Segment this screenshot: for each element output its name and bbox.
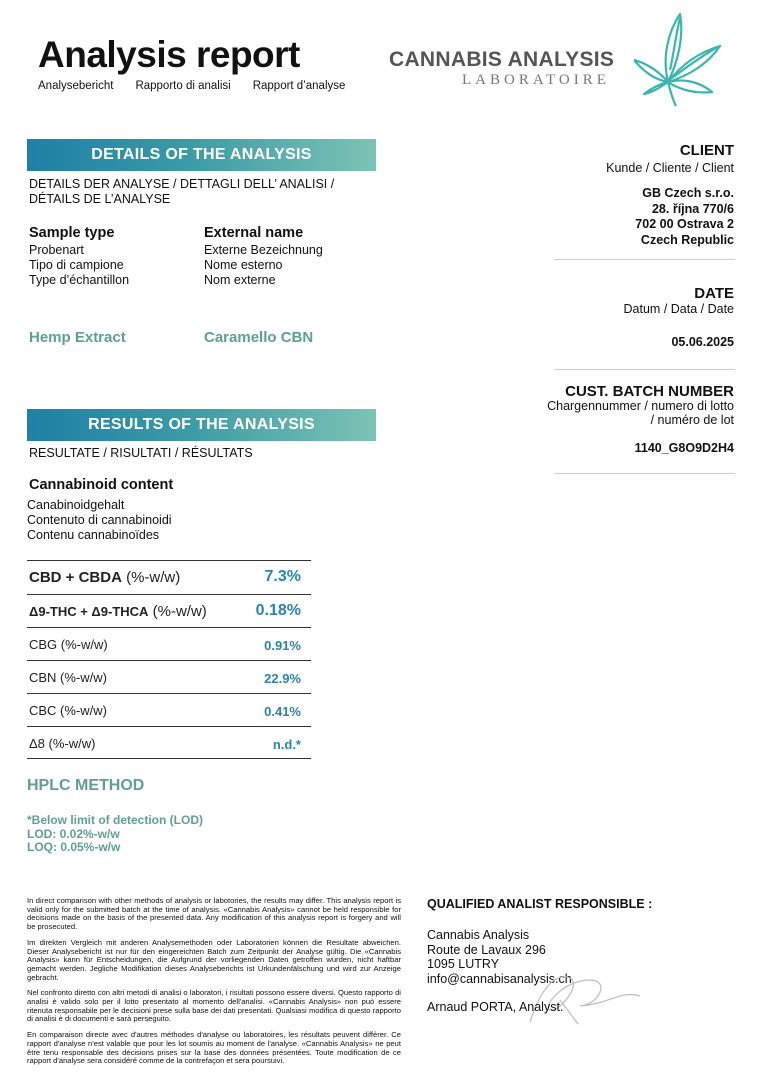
analyst-line: Cannabis Analysis <box>427 928 530 942</box>
client-line: 28. října 770/6 <box>651 201 734 216</box>
analyst-signature: Arnaud PORTA, Analyst. <box>427 1000 564 1014</box>
report-title: Analysis report <box>38 34 300 75</box>
report-title-translations <box>38 80 345 92</box>
batch-translations-fr: / numéro de lot <box>650 413 734 427</box>
client-line: GB Czech s.r.o. <box>642 186 734 200</box>
batch-title: CUST. BATCH NUMBER <box>565 383 734 400</box>
signature-scribble <box>500 960 660 1035</box>
cannabinoid-it: Contenuto di cannabinoidi <box>27 513 172 527</box>
sample-type-value: Hemp Extract <box>29 329 126 346</box>
cannabinoid-de: Canabinoidgehalt <box>27 498 125 512</box>
result-name: Δ8 (%-w/w) <box>29 736 96 751</box>
batch-value: 1140_G8O9D2H4 <box>634 441 734 455</box>
batch-translations: Chargennummer / numero di lotto <box>547 399 734 413</box>
details-banner: DETAILS OF THE ANALYSIS <box>27 139 376 171</box>
external-name-value: Caramello CBN <box>204 329 314 346</box>
subtitle-it: Rapporto di analisi <box>135 80 231 92</box>
result-value: 22.9% <box>264 671 301 686</box>
disclaimer-en: In direct comparison with other methods of analysis or labotories, the results may differ. This analysis report is valid only for the submitted batch at the time of analysis. «Cannabis Analysis» cannot be held responsible for decisions made on the basis of the presented data. Any modification of this analysis report is forgery and will be prosecuted. <box>27 896 401 932</box>
subtitle-de: Analysebericht <box>38 80 114 92</box>
result-name: CBC (%-w/w) <box>29 703 107 718</box>
analyst-line: Route de Lavaux 296 <box>427 942 546 957</box>
lod-value: LOD: 0.02%-w/w <box>27 827 120 841</box>
client-translations: Kunde / Cliente / Client <box>606 161 734 175</box>
date-translations: Datum / Data / Date <box>623 302 734 316</box>
lod-note: *Below limit of detection (LOD) <box>27 813 203 827</box>
date-value: 05.06.2025 <box>671 335 734 349</box>
external-name-fr: Nom externe <box>204 273 276 287</box>
cannabinoid-fr: Contenu cannabinoïdes <box>27 528 160 542</box>
result-row-cbg <box>27 627 311 660</box>
result-row-d8 <box>27 726 311 759</box>
loq-value: LOQ: 0.05%-w/w <box>27 840 121 854</box>
result-row-cbn <box>27 660 311 693</box>
disclaimer-de: Im direkten Vergleich mit anderen Analysemethoden oder Laboratorien können die Resultate abweichen. Dieser Analysebericht ist nur für den eingereichten Batch zum Zeitpunkt der Analyse gültig. Die «Cannabis Analysis» kann für Entscheidungen, die Aufgrund der vorliegenden Daten getroffen wurden, nicht haftbar gemacht werden. Jegliche Modifikation dieses Analyseberichts ist Urkundenfälschung und wird zur Anzeige gebracht. <box>27 937 401 982</box>
divider <box>554 369 735 370</box>
brand-subtitle: LABORATOIRE <box>462 72 610 88</box>
external-name-de: Externe Bezeichnung <box>204 243 323 257</box>
divider <box>554 473 735 474</box>
client-line: 702 00 Ostrava 2 <box>635 217 734 231</box>
result-row-thc <box>27 594 311 627</box>
details-subheading: DETAILS DER ANALYSE / DETTAGLI DELL’ ANALISI / DÉTAILS DE L’ANALYSE <box>29 177 335 206</box>
result-row-cbd <box>27 560 311 594</box>
analyst-title: QUALIFIED ANALIST RESPONSIBLE : <box>427 897 653 911</box>
result-value: n.d.* <box>272 737 301 752</box>
external-name-it: Nome esterno <box>204 258 283 272</box>
sample-type-de: Probenart <box>29 243 84 257</box>
result-name: Δ9-THC + Δ9-THCA (%-w/w) <box>29 603 207 620</box>
sample-type-title: Sample type <box>29 225 115 241</box>
client-address <box>635 186 734 248</box>
disclaimer-fr: En comparaison directe avec d'autres méthodes d'analyse ou laboratoires, les résultats peuvent différer. Ce rapport d'analyse n'est valable que pour les lot soumis au moment de l'analyse. «Cannabis Analysis» ne peut être tenu responsable des décisions prises sur la base des données présentées. Toute modification de ce rapport d'analyse sera considéré comme de la contrefaçon et sera poursuivi. <box>27 1030 401 1066</box>
disclaimer-it: Nel confronto diretto con altri metodi di analisi o laboratori, i risultati possono essere diversi. Questo rapporto di analisi è valido solo per il lotto presentato al momento dell'analisi. «Cannabis Analysis» non può essere ritenuta responsabile per le decisioni prese sulla base dei dati presentati. Qualsiasi modifica di questo rapporto di analisi è di documenti e sarà perseguito. <box>27 988 401 1024</box>
result-value: 0.41% <box>264 704 301 719</box>
method-title: HPLC METHOD <box>27 777 145 794</box>
results-banner: RESULTS OF THE ANALYSIS <box>27 409 376 441</box>
cannabis-leaf-icon <box>634 12 726 113</box>
analyst-email: info@cannabisanalysis.ch <box>427 971 572 986</box>
brand-name: CANNABIS ANALYSIS <box>389 48 615 71</box>
disclaimers <box>27 897 401 1073</box>
result-value: 7.3% <box>264 568 301 585</box>
sample-type-it: Tipo di campione <box>29 258 124 272</box>
result-name: CBD + CBDA (%-w/w) <box>29 569 181 586</box>
result-name: CBN (%-w/w) <box>29 670 107 685</box>
result-name: CBG (%-w/w) <box>29 637 108 652</box>
client-line: Czech Republic <box>640 232 734 247</box>
result-row-cbc <box>27 693 311 726</box>
results-subheading: RESULTATE / RISULTATI / RÉSULTATS <box>29 446 253 460</box>
result-value: 0.18% <box>255 602 301 619</box>
date-title: DATE <box>694 285 734 302</box>
cannabinoid-title: Cannabinoid content <box>29 477 174 493</box>
analyst-line: 1095 LUTRY <box>427 957 500 971</box>
result-value: 0.91% <box>264 638 301 653</box>
client-title: CLIENT <box>679 142 734 159</box>
divider <box>554 259 735 260</box>
subtitle-fr: Rapport d’analyse <box>252 80 346 92</box>
sample-type-fr: Type d’échantillon <box>29 273 130 287</box>
external-name-title: External name <box>204 225 304 241</box>
